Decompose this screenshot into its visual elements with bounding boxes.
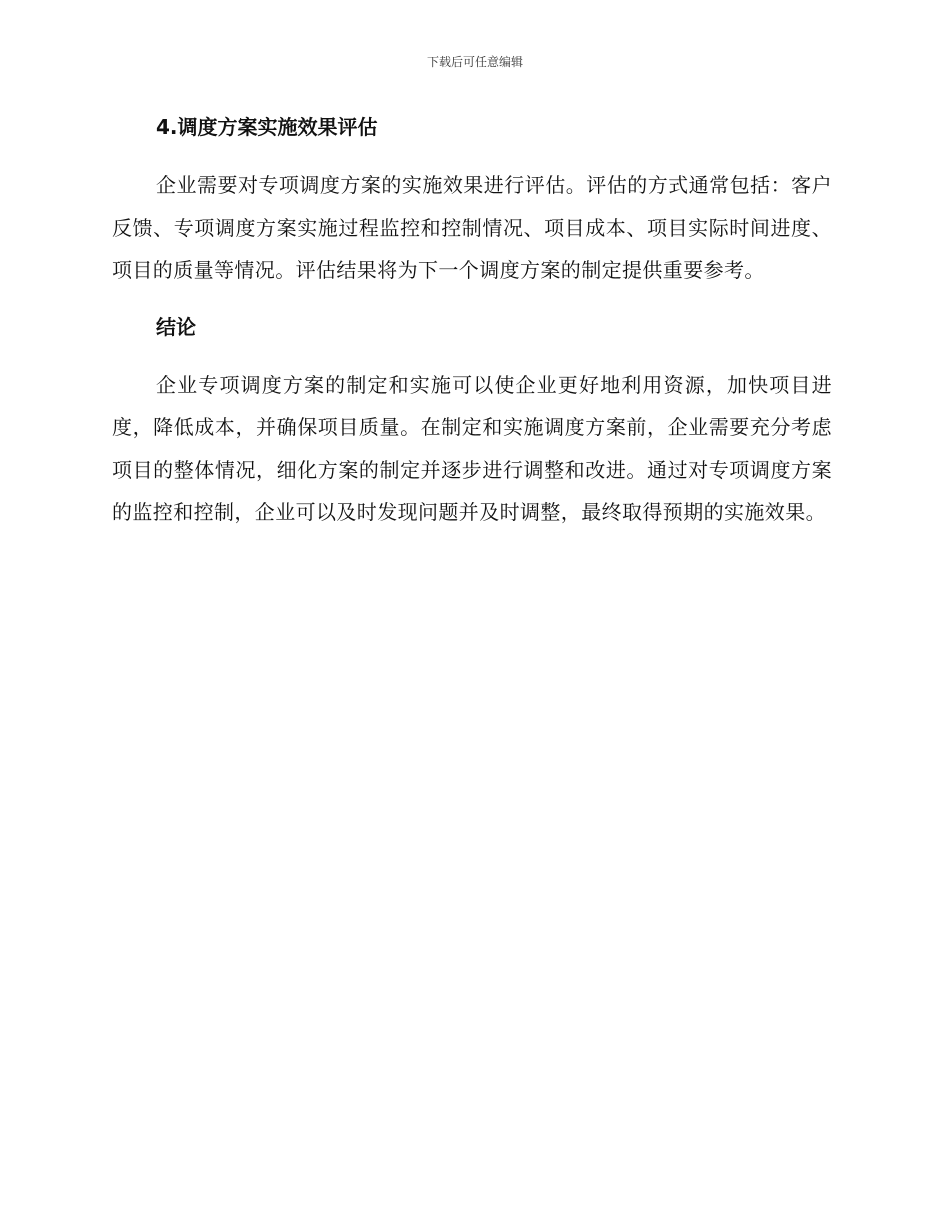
section-heading-conclusion: 结论 <box>156 314 196 339</box>
section-heading-evaluation: 4.调度方案实施效果评估 <box>156 115 378 139</box>
document-body <box>112 110 832 534</box>
paragraph-conclusion: 企业专项调度方案的制定和实施可以使企业更好地利用资源，加快项目进度，降低成本，并确保项目质量。在制定和实施调度方案前，企业需要充分考虑项目的整体情况，细化方案的制定并逐步进行调整和改进。通过对专项调度方案的监控和控制，企业可以及时发现问题并及时调整，最终取得预期的实施效果。 <box>112 372 832 524</box>
page-header-note: 下载后可任意编辑 <box>426 55 523 69</box>
paragraph-evaluation: 企业需要对专项调度方案的实施效果进行评估。评估的方式通常包括：客户反馈、专项调度方案实施过程监控和控制情况、项目成本、项目实际时间进度、项目的质量等情况。评估结果将为下一个调度方案的制定提供重要参考。 <box>112 173 832 282</box>
